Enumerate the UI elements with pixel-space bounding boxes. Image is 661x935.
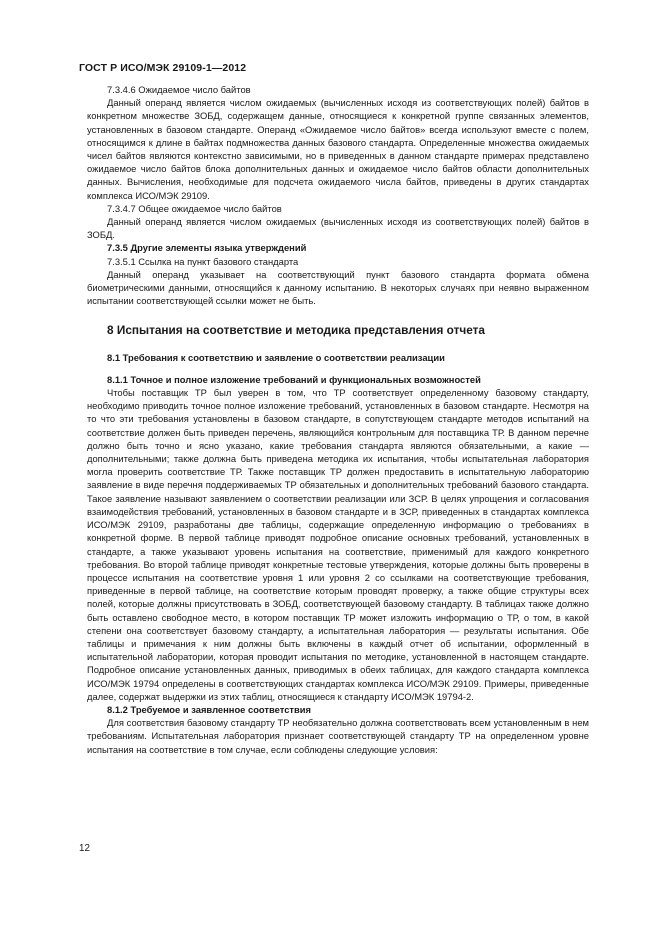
clause-heading: 7.3.4.7 Общее ожидаемое число байтов: [107, 202, 282, 214]
paragraph: Для соответствия базовому стандарту ТР необязательно должна соответствовать всем установленным в нем требованиям. Испытательная лаборатория признает соответствующей стандарту ТР на определенном уровне испытания на соответствие в том случае, если соблюдены следующие условия:: [87, 717, 589, 755]
paragraph: Данный операнд является числом ожидаемых (вычисленных исходя из соответствующих полей) байтов в ЗОБД.: [87, 216, 589, 241]
paragraph: Чтобы поставщик ТР был уверен в том, что ТР соответствует определенному базовому стандарту, необходимо приводить точное полное изложение требований, установленных в базовом стандарте. Несмотря на то что эти требования установлены в базовом стандарте, в сопутствующем стандарте методов испытаний на соответствие должен быть приведен перечень, являющийся контрольным для поставщика ТР. В данном перечне должно быть точно и ясно указано, какие требования стандарта являются обязательными, а какие — дополнительными; также должна быть приведена методика их испытания, чтобы испытательная лаборатория могла проверить соответствие ТР. Также поставщик ТР должен предоставить в испытательную лабораторию заявление в виде перечня поддерживаемых ТР обязательных и дополнительных требований базового стандарта. Такое заявление называют заявлением о соответствии реализации или ЗСР. В целях упрощения и согласования взаимодействия требований, установленных в базовом стандарте и в ЗСР, приведенных в стандартах комплекса ИСО/МЭК 29109, разработаны две таблицы, содержащие определенную информацию о требованиях в конкретной форме. В первой таблице приводят подробное описание основных требований, установленных в стандарте, а также указывают уровень испытания на соответствие, применимый для каждого конкретного требования. Во второй таблице приводят конкретные тестовые утверждения, которые должны быть проверены в процессе испытания на соответствие уровня 1 или уровня 2 со ссылками на соответствующие требования, приведенные в первой таблице, на соответствие которым проводят проверку, а также общие структуры всех полей, которые должны присутствовать в ЗОБД, соответствующей базовому стандарту. В таблицах также должно быть оставлено свободное место, в котором поставщик ТР может изложить информацию о ТР, о том, в какой степени она соответствует базовому стандарту, а испытательная лаборатория — результаты испытания. Обе таблицы и примечания к ним должны быть включены в каждый отчет об испытании, оформленный в испытательной лаборатории, которая проводит испытания по методике, установленной в настоящем стандарте. Подробное описание установленных данных, приводимых в обеих таблицах, для каждого стандарта комплекса ИСО/МЭК 19794 определены в соответствующих стандартах комплекса ИСО/МЭК 29109. Примеры, приведенные далее, содержат выдержки из этих таблиц, относящиеся к стандарту ИСО/МЭК 19794-2.: [87, 387, 589, 702]
clause-heading: 7.3.4.6 Ожидаемое число байтов: [107, 84, 251, 95]
document-body: [87, 83, 589, 756]
clause-heading-bold: 8.1.2 Требуемое и заявленное соответствия: [107, 703, 312, 715]
clause-heading: 7.3.5.1 Ссылка на пункт базового стандарта: [107, 255, 299, 267]
clause-heading-bold: 8.1.1 Точное и полное изложение требований и функциональных возможностей: [107, 373, 481, 385]
document-header: ГОСТ Р ИСО/МЭК 29109-1—2012: [79, 62, 247, 74]
page-number: 12: [79, 843, 90, 854]
subsection-heading: 8.1 Требования к соответствию и заявление о соответствии реализации: [107, 351, 445, 363]
clause-heading-bold: 7.3.5 Другие элементы языка утверждений: [107, 242, 307, 254]
section-heading: 8 Испытания на соответствие и методика представления отчета: [107, 323, 485, 338]
paragraph: Данный операнд указывает на соответствующий пункт базового стандарта формата обмена биометрическими данными, относящийся к данному испытанию. В некоторых случаях при неявно выраженном испытании соответствующей ссылки может не быть.: [87, 268, 589, 307]
paragraph: Данный операнд является числом ожидаемых (вычисленных исходя из соответствующих полей) байтов в конкретном множестве ЗОБД, содержащем данные, относящиеся к конкретной группе связанных элементов, установленных в базовом стандарте. Операнд «Ожидаемое число байтов» всегда используют вместе с полем, относящимся к длине в байтах подмножества данных базового стандарта. Определенные множества ожидаемых чисел байтов являются контекстно зависимыми, но в приведенных в данном стандарте примерах представлено ожидаемое число байтов блока дополнительных данных и ожидаемое число байтов области дополнительных данных. Вычисления, необходимые для подсчета ожидаемого числа байтов, приведены в других стандартах комплекса ИСО/МЭК 29109.: [87, 97, 589, 201]
